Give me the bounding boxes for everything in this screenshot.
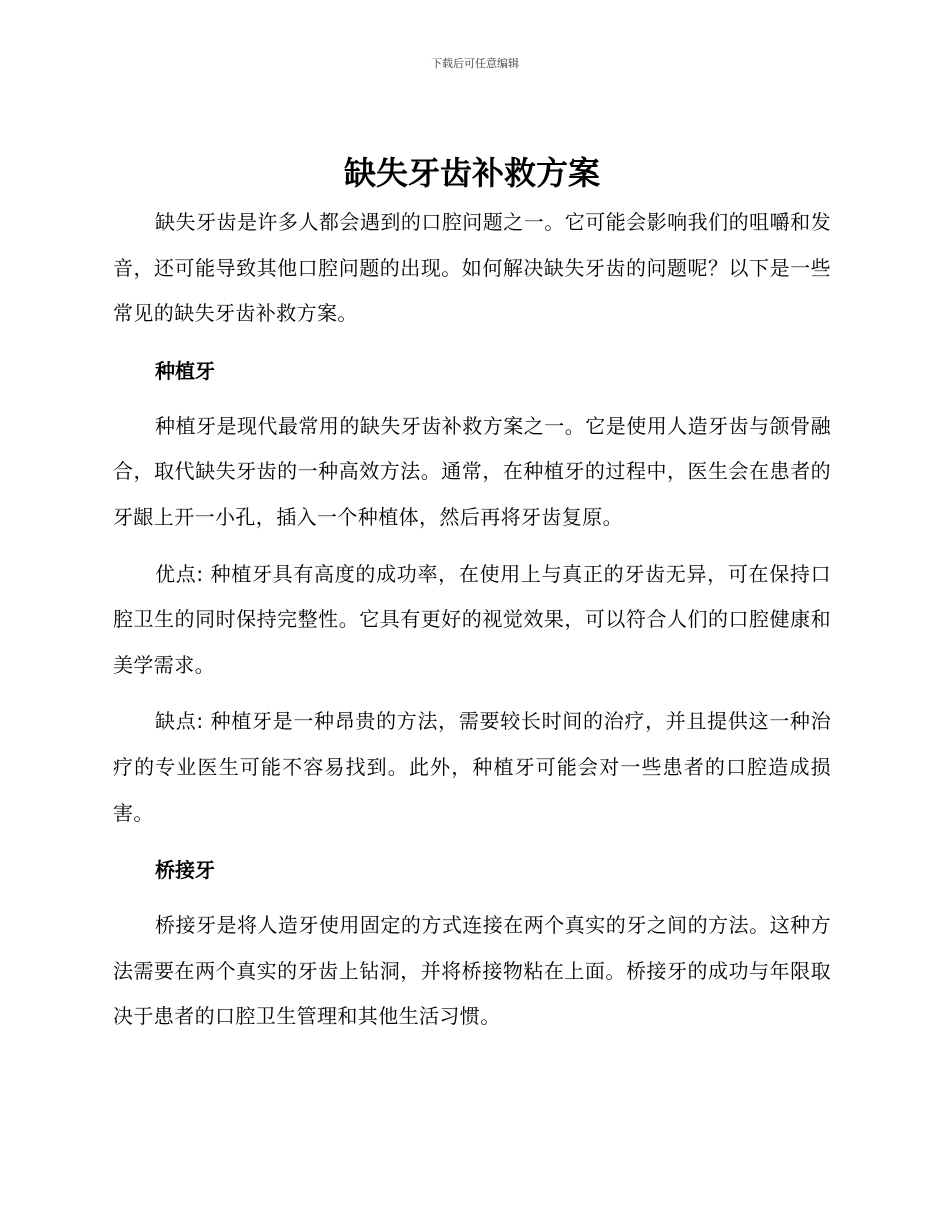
implant-disadvantages-paragraph: 缺点: 种植牙是一种昂贵的方法，需要较长时间的治疗，并且提供这一种治疗的专业医生可能不容易找到。此外，种植牙可能会对一些患者的口腔造成损害。: [113, 709, 831, 825]
document-body: [113, 150, 831, 1040]
section-heading-bridge: 桥接牙: [155, 858, 215, 883]
section-heading-implant: 种植牙: [155, 358, 215, 383]
intro-paragraph: 缺失牙齿是许多人都会遇到的口腔问题之一。它可能会影响我们的咀嚼和发音，还可能导致其他口腔问题的出现。如何解决缺失牙齿的问题呢？以下是一些常见的缺失牙齿补救方案。: [113, 210, 831, 326]
implant-advantages-paragraph: 优点: 种植牙具有高度的成功率，在使用上与真正的牙齿无异，可在保持口腔卫生的同时保持完整性。它具有更好的视觉效果，可以符合人们的口腔健康和美学需求。: [113, 561, 831, 677]
document-title: 缺失牙齿补救方案: [343, 154, 600, 192]
bridge-description-paragraph: 桥接牙是将人造牙使用固定的方式连接在两个真实的牙之间的方法。这种方法需要在两个真实的牙齿上钻洞，并将桥接物粘在上面。桥接牙的成功与年限取决于患者的口腔卫生管理和其他生活习惯。: [113, 913, 831, 1029]
page-header-note: 下载后可任意编辑: [431, 57, 519, 70]
implant-description-paragraph: 种植牙是现代最常用的缺失牙齿补救方案之一。它是使用人造牙齿与颌骨融合，取代缺失牙齿的一种高效方法。通常，在种植牙的过程中，医生会在患者的牙龈上开一小孔，插入一个种植体，然后再将牙齿复原。: [113, 413, 831, 529]
